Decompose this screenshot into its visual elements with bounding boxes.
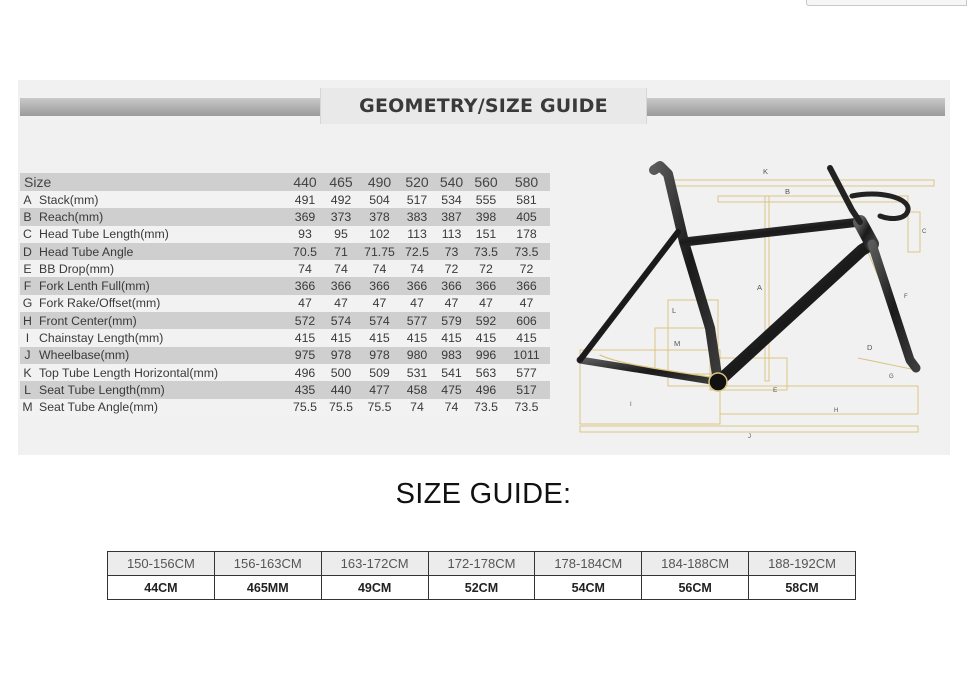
row-value: 577 (400, 312, 434, 329)
row-value: 47 (434, 295, 469, 312)
row-value: 563 (469, 364, 503, 381)
frame-size-cell: 44CM (108, 576, 215, 600)
geometry-table (20, 173, 550, 416)
row-letter: L (20, 381, 35, 398)
row-value: 366 (400, 277, 434, 294)
row-value: 47 (323, 295, 359, 312)
row-value: 435 (287, 381, 323, 398)
row-value: 405 (503, 208, 550, 225)
row-value: 72 (469, 260, 503, 277)
row-label: Reach(mm) (35, 208, 287, 225)
row-value: 95 (323, 226, 359, 243)
row-value: 496 (287, 364, 323, 381)
row-value: 75.5 (323, 399, 359, 416)
row-value: 73.5 (469, 243, 503, 260)
row-letter: I (20, 329, 35, 346)
label-D: D (867, 343, 873, 352)
row-value: 113 (434, 226, 469, 243)
row-value: 47 (400, 295, 434, 312)
frame-size-cell: 49CM (321, 576, 428, 600)
row-value: 978 (359, 347, 400, 364)
row-label: Head Tube Angle (35, 243, 287, 260)
label-E: E (773, 387, 778, 394)
size-guide-table (107, 551, 856, 600)
row-value: 517 (503, 381, 550, 398)
row-value: 477 (359, 381, 400, 398)
row-value: 102 (359, 226, 400, 243)
label-F: F (904, 294, 908, 300)
row-value: 496 (469, 381, 503, 398)
row-value: 366 (287, 277, 323, 294)
label-I: I (630, 402, 632, 408)
row-letter: J (20, 347, 35, 364)
row-value: 581 (503, 191, 550, 208)
frame-diagram (560, 150, 940, 440)
row-letter: E (20, 260, 35, 277)
row-value: 517 (400, 191, 434, 208)
row-value: 504 (359, 191, 400, 208)
row-value: 387 (434, 208, 469, 225)
row-value: 415 (287, 329, 323, 346)
geometry-row (20, 226, 550, 243)
size-header-row (20, 173, 550, 191)
row-letter: B (20, 208, 35, 225)
row-value: 366 (434, 277, 469, 294)
row-value: 983 (434, 347, 469, 364)
row-value: 415 (323, 329, 359, 346)
row-value: 366 (359, 277, 400, 294)
row-value: 74 (359, 260, 400, 277)
rider-height-cell: 188-192CM (749, 552, 856, 576)
geometry-row (20, 329, 550, 346)
label-L: L (672, 306, 677, 315)
row-value: 500 (323, 364, 359, 381)
row-value: 47 (469, 295, 503, 312)
row-value: 74 (323, 260, 359, 277)
geometry-row (20, 208, 550, 225)
label-M: M (674, 339, 681, 348)
row-label: Fork Rake/Offset(mm) (35, 295, 287, 312)
row-value: 592 (469, 312, 503, 329)
row-label: Seat Tube Length(mm) (35, 381, 287, 398)
geometry-row (20, 347, 550, 364)
size-header-label: Size (20, 173, 287, 191)
row-value: 492 (323, 191, 359, 208)
row-value: 47 (503, 295, 550, 312)
row-value: 415 (400, 329, 434, 346)
rider-height-cell: 156-163CM (214, 552, 321, 576)
row-value: 996 (469, 347, 503, 364)
row-label: BB Drop(mm) (35, 260, 287, 277)
rider-height-cell: 163-172CM (321, 552, 428, 576)
row-letter: A (20, 191, 35, 208)
geometry-row (20, 312, 550, 329)
row-value: 415 (434, 329, 469, 346)
row-value: 978 (323, 347, 359, 364)
row-value: 73.5 (469, 399, 503, 416)
row-label: Seat Tube Angle(mm) (35, 399, 287, 416)
row-value: 975 (287, 347, 323, 364)
row-value: 71.75 (359, 243, 400, 260)
geometry-row (20, 191, 550, 208)
frame-size-cell: 54CM (535, 576, 642, 600)
row-value: 577 (503, 364, 550, 381)
row-letter: C (20, 226, 35, 243)
row-label: Front Center(mm) (35, 312, 287, 329)
row-value: 369 (287, 208, 323, 225)
frame-size-cell: 52CM (428, 576, 535, 600)
row-value: 458 (400, 381, 434, 398)
row-value: 383 (400, 208, 434, 225)
label-H: H (834, 408, 839, 414)
size-header-cell: 440 (287, 173, 323, 191)
row-value: 70.5 (287, 243, 323, 260)
row-label: Wheelbase(mm) (35, 347, 287, 364)
geometry-row (20, 277, 550, 294)
row-value: 531 (400, 364, 434, 381)
row-value: 71 (323, 243, 359, 260)
frame-size-cell: 465MM (214, 576, 321, 600)
geometry-row (20, 243, 550, 260)
frame-size-row (108, 576, 856, 600)
height-row (108, 552, 856, 576)
row-value: 75.5 (287, 399, 323, 416)
row-value: 366 (503, 277, 550, 294)
geometry-row (20, 399, 550, 416)
row-value: 72 (503, 260, 550, 277)
label-B: B (785, 187, 791, 196)
row-value: 73.5 (503, 243, 550, 260)
row-value: 366 (469, 277, 503, 294)
row-value: 74 (287, 260, 323, 277)
row-value: 74 (400, 399, 434, 416)
label-J: J (748, 434, 751, 440)
geometry-title: GEOMETRY/SIZE GUIDE (359, 95, 608, 117)
row-value: 606 (503, 312, 550, 329)
row-value: 415 (503, 329, 550, 346)
row-value: 373 (323, 208, 359, 225)
size-header-cell: 490 (359, 173, 400, 191)
row-value: 151 (469, 226, 503, 243)
row-value: 415 (359, 329, 400, 346)
bottom-bracket (709, 373, 727, 391)
row-value: 47 (359, 295, 400, 312)
row-value: 93 (287, 226, 323, 243)
row-value: 398 (469, 208, 503, 225)
row-letter: D (20, 243, 35, 260)
row-value: 555 (469, 191, 503, 208)
label-A: A (757, 283, 763, 292)
row-value: 475 (434, 381, 469, 398)
row-letter: H (20, 312, 35, 329)
row-value: 572 (287, 312, 323, 329)
row-value: 72 (434, 260, 469, 277)
row-label: Top Tube Length Horizontal(mm) (35, 364, 287, 381)
row-letter: F (20, 277, 35, 294)
row-value: 74 (434, 399, 469, 416)
row-letter: K (20, 364, 35, 381)
row-value: 509 (359, 364, 400, 381)
size-header-cell: 540 (434, 173, 469, 191)
row-label: Head Tube Length(mm) (35, 226, 287, 243)
geometry-row (20, 295, 550, 312)
size-guide-title: SIZE GUIDE: (395, 478, 572, 510)
geometry-row (20, 381, 550, 398)
row-value: 47 (287, 295, 323, 312)
window-corner-tab (806, 0, 967, 6)
rider-height-cell: 184-188CM (642, 552, 749, 576)
size-header-cell: 465 (323, 173, 359, 191)
row-value: 366 (323, 277, 359, 294)
row-value: 440 (323, 381, 359, 398)
row-letter: G (20, 295, 35, 312)
row-label: Stack(mm) (35, 191, 287, 208)
row-value: 113 (400, 226, 434, 243)
row-label: Fork Lenth Full(mm) (35, 277, 287, 294)
row-value: 73 (434, 243, 469, 260)
row-value: 579 (434, 312, 469, 329)
frame-size-cell: 56CM (642, 576, 749, 600)
geometry-row (20, 260, 550, 277)
rider-height-cell: 172-178CM (428, 552, 535, 576)
row-value: 178 (503, 226, 550, 243)
row-value: 73.5 (503, 399, 550, 416)
row-value: 75.5 (359, 399, 400, 416)
row-value: 574 (359, 312, 400, 329)
frame-size-cell: 58CM (749, 576, 856, 600)
row-value: 378 (359, 208, 400, 225)
row-value: 415 (469, 329, 503, 346)
row-value: 534 (434, 191, 469, 208)
row-value: 1011 (503, 347, 550, 364)
row-value: 574 (323, 312, 359, 329)
row-value: 541 (434, 364, 469, 381)
title-box (320, 88, 647, 124)
geometry-row (20, 364, 550, 381)
size-header-cell: 560 (469, 173, 503, 191)
label-K: K (763, 167, 769, 176)
row-value: 74 (400, 260, 434, 277)
size-header-cell: 580 (503, 173, 550, 191)
row-label: Chainstay Length(mm) (35, 329, 287, 346)
label-G: G (889, 374, 894, 380)
row-value: 491 (287, 191, 323, 208)
row-letter: M (20, 399, 35, 416)
size-header-cell: 520 (400, 173, 434, 191)
label-C: C (922, 229, 927, 235)
row-value: 72.5 (400, 243, 434, 260)
rider-height-cell: 178-184CM (535, 552, 642, 576)
rider-height-cell: 150-156CM (108, 552, 215, 576)
row-value: 980 (400, 347, 434, 364)
